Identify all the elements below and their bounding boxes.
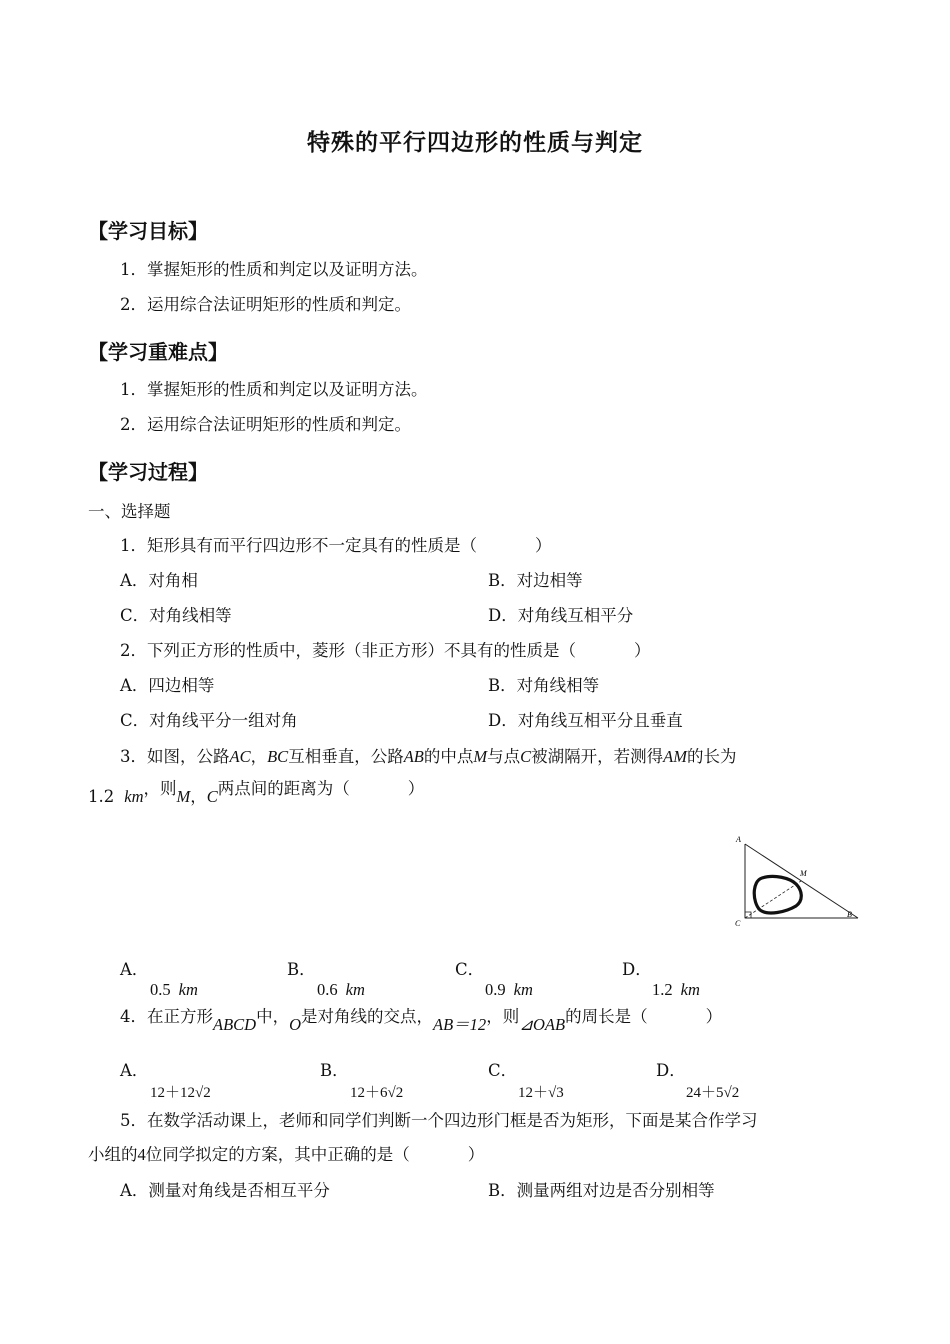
goal-item-1: 1．掌握矩形的性质和判定以及证明方法。 [120,260,428,279]
q3-option-d[interactable]: D． 1.2 km [622,960,700,999]
q5-option-a[interactable]: A．测量对角线是否相互平分 [120,1181,330,1200]
q4-option-d[interactable]: D． 24＋5√2 [656,1061,740,1101]
q3-option-c[interactable]: C． 0.9 km [455,960,533,999]
q1-option-d[interactable]: D．对角线互相平分 [488,606,634,625]
q1-option-a[interactable]: A．对角相 [120,571,198,590]
q1-option-b[interactable]: B．对边相等 [488,571,583,590]
keypoint-item-2: 2．运用综合法证明矩形的性质和判定。 [120,415,411,434]
q3-option-a[interactable]: A． 0.5 km [120,960,198,999]
q4-option-c[interactable]: C． 12＋√3 [488,1061,564,1101]
keypoint-item-1: 1．掌握矩形的性质和判定以及证明方法。 [120,380,428,399]
point-c-label: C [735,919,741,928]
point-m-label: M [800,869,807,878]
point-a-label: A [736,835,741,844]
q2-option-c[interactable]: C．对角线平分一组对角 [120,711,298,730]
q5-option-b[interactable]: B．测量两组对边是否分别相等 [488,1181,715,1200]
heading-keypoints: 【学习重难点】 [88,340,228,364]
q2-option-a[interactable]: A．四边相等 [120,676,215,695]
q1-stem: 1．矩形具有而平行四边形不一定具有的性质是（ ） [120,536,552,555]
q2-option-b[interactable]: B．对角线相等 [488,676,600,695]
q3-option-b[interactable]: B． 0.6 km [287,960,365,999]
point-b-label: B [847,910,852,919]
q2-option-d[interactable]: D．对角线互相平分且垂直 [488,711,683,730]
q3-figure [730,826,865,930]
heading-goals: 【学习目标】 [88,219,208,243]
heading-process: 【学习过程】 [88,460,208,484]
lake-shape [754,876,801,913]
q4-option-b[interactable]: B． 12＋6√2 [320,1061,404,1101]
q3-stem-line1: 3．如图，公路AC，BC互相垂直，公路AB的中点M与点C被湖隔开，若测得AM的长为 [120,747,737,766]
q5-stem-line2: 小组的4位同学拟定的方案，其中正确的是（ ） [88,1145,485,1164]
q3-stem-line2: 1.2 km，则M，C两点间的距离为（ ） [88,779,425,806]
q5-stem-line1: 5．在数学活动课上，老师和同学们判断一个四边形门框是否为矩形，下面是某合作学习 [120,1111,758,1130]
goal-item-2: 2．运用综合法证明矩形的性质和判定。 [120,295,411,314]
q2-stem: 2．下列正方形的性质中，菱形（非正方形）不具有的性质是（ ） [120,641,651,660]
q1-option-c[interactable]: C．对角线相等 [120,606,232,625]
page-title: 特殊的平行四边形的性质与判定 [307,129,643,156]
q4-stem: 4．在正方形ABCD中，O是对角线的交点，AB＝12，则⊿OAB的周长是（ ） [120,1007,723,1034]
part-one-label: 一、选择题 [88,502,171,521]
q4-option-a[interactable]: A． 12＋12√2 [120,1061,211,1101]
